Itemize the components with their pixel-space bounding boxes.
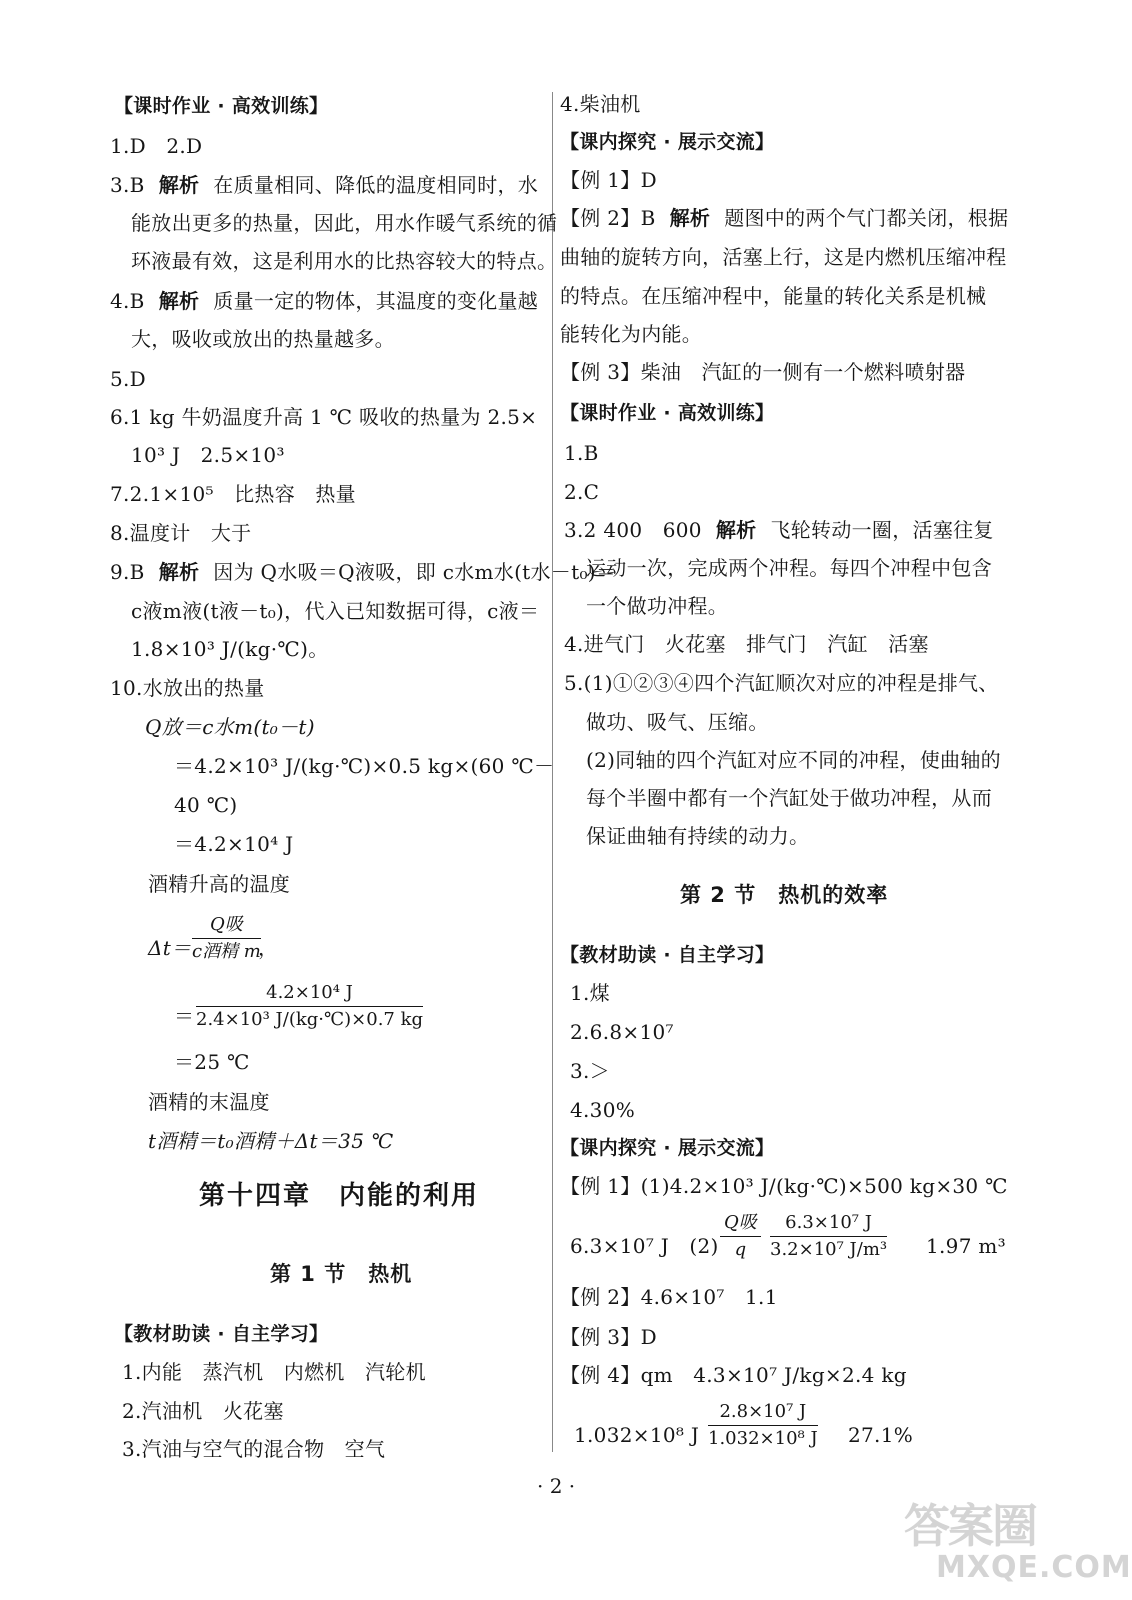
fraction-denominator: c酒精 m (192, 941, 261, 962)
example-b3: 【例 3】D (560, 1325, 657, 1349)
example-2-answer: 【例 2】B (560, 206, 656, 230)
answer-10-calc-1: ＝4.2×10³ J/(kg·℃)×0.5 kg×(60 ℃－ (174, 754, 555, 778)
page-number: · 2 · (537, 1474, 576, 1498)
study-answer-2: 2.汽油机 火花塞 (122, 1399, 284, 1423)
fraction-numerator: 6.3×10⁷ J (785, 1212, 872, 1233)
work-answer-3-line-2: 运动一次，完成两个冲程。每四个冲程中包含 (586, 556, 992, 580)
work-answer-5-line-1: 5.(1)①②③④四个汽缸顺次对应的冲程是排气、 (564, 671, 999, 695)
answer-8: 8.温度计 大于 (110, 521, 252, 545)
example-2-line-4: 能转化为内能。 (560, 322, 703, 346)
example-2-line-2: 曲轴的旋转方向，活塞上行，这是内燃机压缩冲程 (560, 245, 1007, 269)
fraction-temperature-rise (196, 982, 423, 1031)
delta-t-label: Δt＝ (148, 936, 192, 960)
heading-class-explore: 【课内探究 · 展示交流】 (560, 1137, 775, 1159)
heading-self-study: 【教材助读 · 自主学习】 (560, 944, 775, 966)
example-1: 【例 1】D (560, 168, 657, 192)
work-answer-1: 1.B (564, 441, 599, 465)
answer-6-line-1: 6.1 kg 牛奶温度升高 1 ℃ 吸收的热量为 2.5× (110, 405, 538, 429)
answer-10-result-1: ＝4.2×10⁴ J (174, 832, 294, 856)
fraction-volume (770, 1212, 887, 1261)
analysis-label: 解析 (158, 173, 200, 197)
heading-homework: 【课时作业 · 高效训练】 (560, 402, 775, 424)
answer-7: 7.2.1×10⁵ 比热容 热量 (110, 482, 356, 506)
work-answer-3-values: 3.2 400 600 (564, 518, 702, 542)
answer-4-choice: 4.B (110, 289, 145, 313)
work-answer-5-line-2: 做功、吸气、压缩。 (586, 710, 769, 734)
answer-9-line-3: 1.8×10³ J/(kg·℃)。 (131, 637, 329, 661)
answer-9-line-2: c液m液(t液－t₀)，代入已知数据可得，c液＝ (131, 599, 540, 623)
answer-9-line-1 (110, 559, 616, 585)
study-b-1: 1.煤 (570, 981, 610, 1005)
heading-class-explore: 【课内探究 · 展示交流】 (560, 131, 775, 153)
fraction-efficiency (708, 1401, 818, 1450)
study-answer-3: 3.汽油与空气的混合物 空气 (122, 1437, 386, 1461)
example-b4-line-1: 【例 4】qm 4.3×10⁷ J/kg×2.4 kg (560, 1363, 907, 1387)
equals-sign: ＝ (174, 1004, 195, 1028)
example-b1-result: 1.97 m³ (926, 1234, 1006, 1258)
work-answer-2: 2.C (564, 480, 600, 504)
answer-3-line-3: 环液最有效，这是利用水的比热容较大的特点。 (131, 249, 558, 273)
work-answer-5-line-3: (2)同轴的四个汽缸对应不同的冲程，使曲轴的 (586, 748, 1001, 772)
answer-9-text: 因为 Q水吸＝Q液吸，即 c水m水(t水－t₀)＝ (213, 560, 617, 584)
watermark-url: MXQE.COM (936, 1550, 1132, 1585)
answer-10-calc-2: 40 ℃) (174, 793, 238, 817)
work-answer-4: 4.进气门 火花塞 排气门 汽缸 活塞 (564, 632, 929, 656)
answer-6-line-2: 10³ J 2.5×10³ (131, 443, 285, 467)
example-2-line-1 (560, 205, 1008, 231)
work-answer-3-line-1 (564, 517, 994, 543)
example-b1-line-2: 6.3×10⁷ J (2) (570, 1234, 719, 1258)
study-b-4: 4.30% (570, 1098, 636, 1122)
section-title-efficiency: 第 2 节 热机的效率 (680, 883, 889, 907)
chapter-title: 第十四章 内能的利用 (199, 1181, 480, 1211)
study-b-2: 2.6.8×10⁷ (570, 1020, 674, 1044)
answer-3-choice: 3.B (110, 173, 145, 197)
answer-4-line-2: 大，吸收或放出的热量越多。 (131, 327, 395, 351)
work-answer-3-line-3: 一个做功冲程。 (586, 594, 729, 618)
answer-3-line-1 (110, 172, 538, 198)
example-2-line-3: 的特点。在压缩冲程中，能量的转化关系是机械 (560, 284, 987, 308)
heading-homework: 【课时作业 · 高效训练】 (114, 95, 329, 117)
fraction-numerator: Q吸 (724, 1212, 757, 1233)
answer-9-choice: 9.B (110, 560, 145, 584)
fraction-denominator: 1.032×10⁸ J (708, 1428, 818, 1449)
fraction-denominator: q (734, 1239, 747, 1260)
work-answer-3-text: 飞轮转动一圈，活塞往复 (770, 518, 994, 542)
heading-self-study: 【教材助读 · 自主学习】 (114, 1323, 329, 1345)
study-answer-4: 4.柴油机 (560, 92, 641, 116)
answer-3-text: 在质量相同、降低的温度相同时，水 (213, 173, 539, 197)
answer-10-result-2: ＝25 ℃ (174, 1050, 250, 1074)
fraction-numerator: Q吸 (210, 914, 243, 935)
fraction-numerator: 2.8×10⁷ J (719, 1401, 807, 1422)
example-2-text: 题图中的两个气门都关闭，根据 (724, 206, 1009, 230)
fraction-numerator: 4.2×10⁴ J (266, 982, 353, 1003)
answer-10-line-1: 10.水放出的热量 (110, 676, 265, 700)
fraction-q-over-cm (192, 914, 261, 963)
study-answer-1: 1.内能 蒸汽机 内燃机 汽轮机 (122, 1360, 426, 1384)
answer-10-alcohol-rise: 酒精升高的温度 (148, 872, 291, 896)
section-title-heat-engine: 第 1 节 热机 (270, 1262, 413, 1286)
analysis-label: 解析 (158, 560, 200, 584)
answer-4-text: 质量一定的物体，其温度的变化量越 (213, 289, 539, 313)
answer-3-line-2: 能放出更多的热量，因此，用水作暖气系统的循 (131, 211, 558, 235)
work-answer-5-line-4: 每个半圈中都有一个汽缸处于做功冲程，从而 (586, 786, 992, 810)
answer-4-line-1 (110, 288, 538, 314)
fraction-denominator: 3.2×10⁷ J/m³ (770, 1239, 888, 1260)
example-b4-result: 27.1% (848, 1423, 914, 1447)
fraction-denominator: 2.4×10³ J/(kg·℃)×0.7 kg (196, 1009, 424, 1030)
analysis-label: 解析 (158, 289, 200, 313)
analysis-label: 解析 (669, 206, 711, 230)
example-b1-line-1: 【例 1】(1)4.2×10³ J/(kg·℃)×500 kg×30 ℃ (560, 1174, 1008, 1198)
watermark-logo: 答案圈 (904, 1499, 1036, 1553)
example-3: 【例 3】柴油 汽缸的一侧有一个燃料喷射器 (560, 360, 966, 384)
answer-10-final-formula: t酒精＝t₀酒精＋Δt＝35 ℃ (148, 1129, 394, 1153)
analysis-label: 解析 (715, 518, 757, 542)
study-b-3: 3.＞ (570, 1059, 610, 1083)
answer-1-2: 1.D 2.D (110, 134, 203, 158)
answer-5: 5.D (110, 367, 147, 391)
fraction-comma: ， (258, 936, 279, 960)
example-b2: 【例 2】4.6×10⁷ 1.1 (560, 1285, 778, 1309)
fraction-q-over-q (720, 1212, 761, 1261)
work-answer-5-line-5: 保证曲轴有持续的动力。 (586, 824, 810, 848)
answer-10-final-temp: 酒精的末温度 (148, 1090, 270, 1114)
answer-10-formula: Q放＝c水m(t₀－t) (145, 715, 315, 739)
example-b4-heat: 1.032×10⁸ J (574, 1423, 700, 1447)
